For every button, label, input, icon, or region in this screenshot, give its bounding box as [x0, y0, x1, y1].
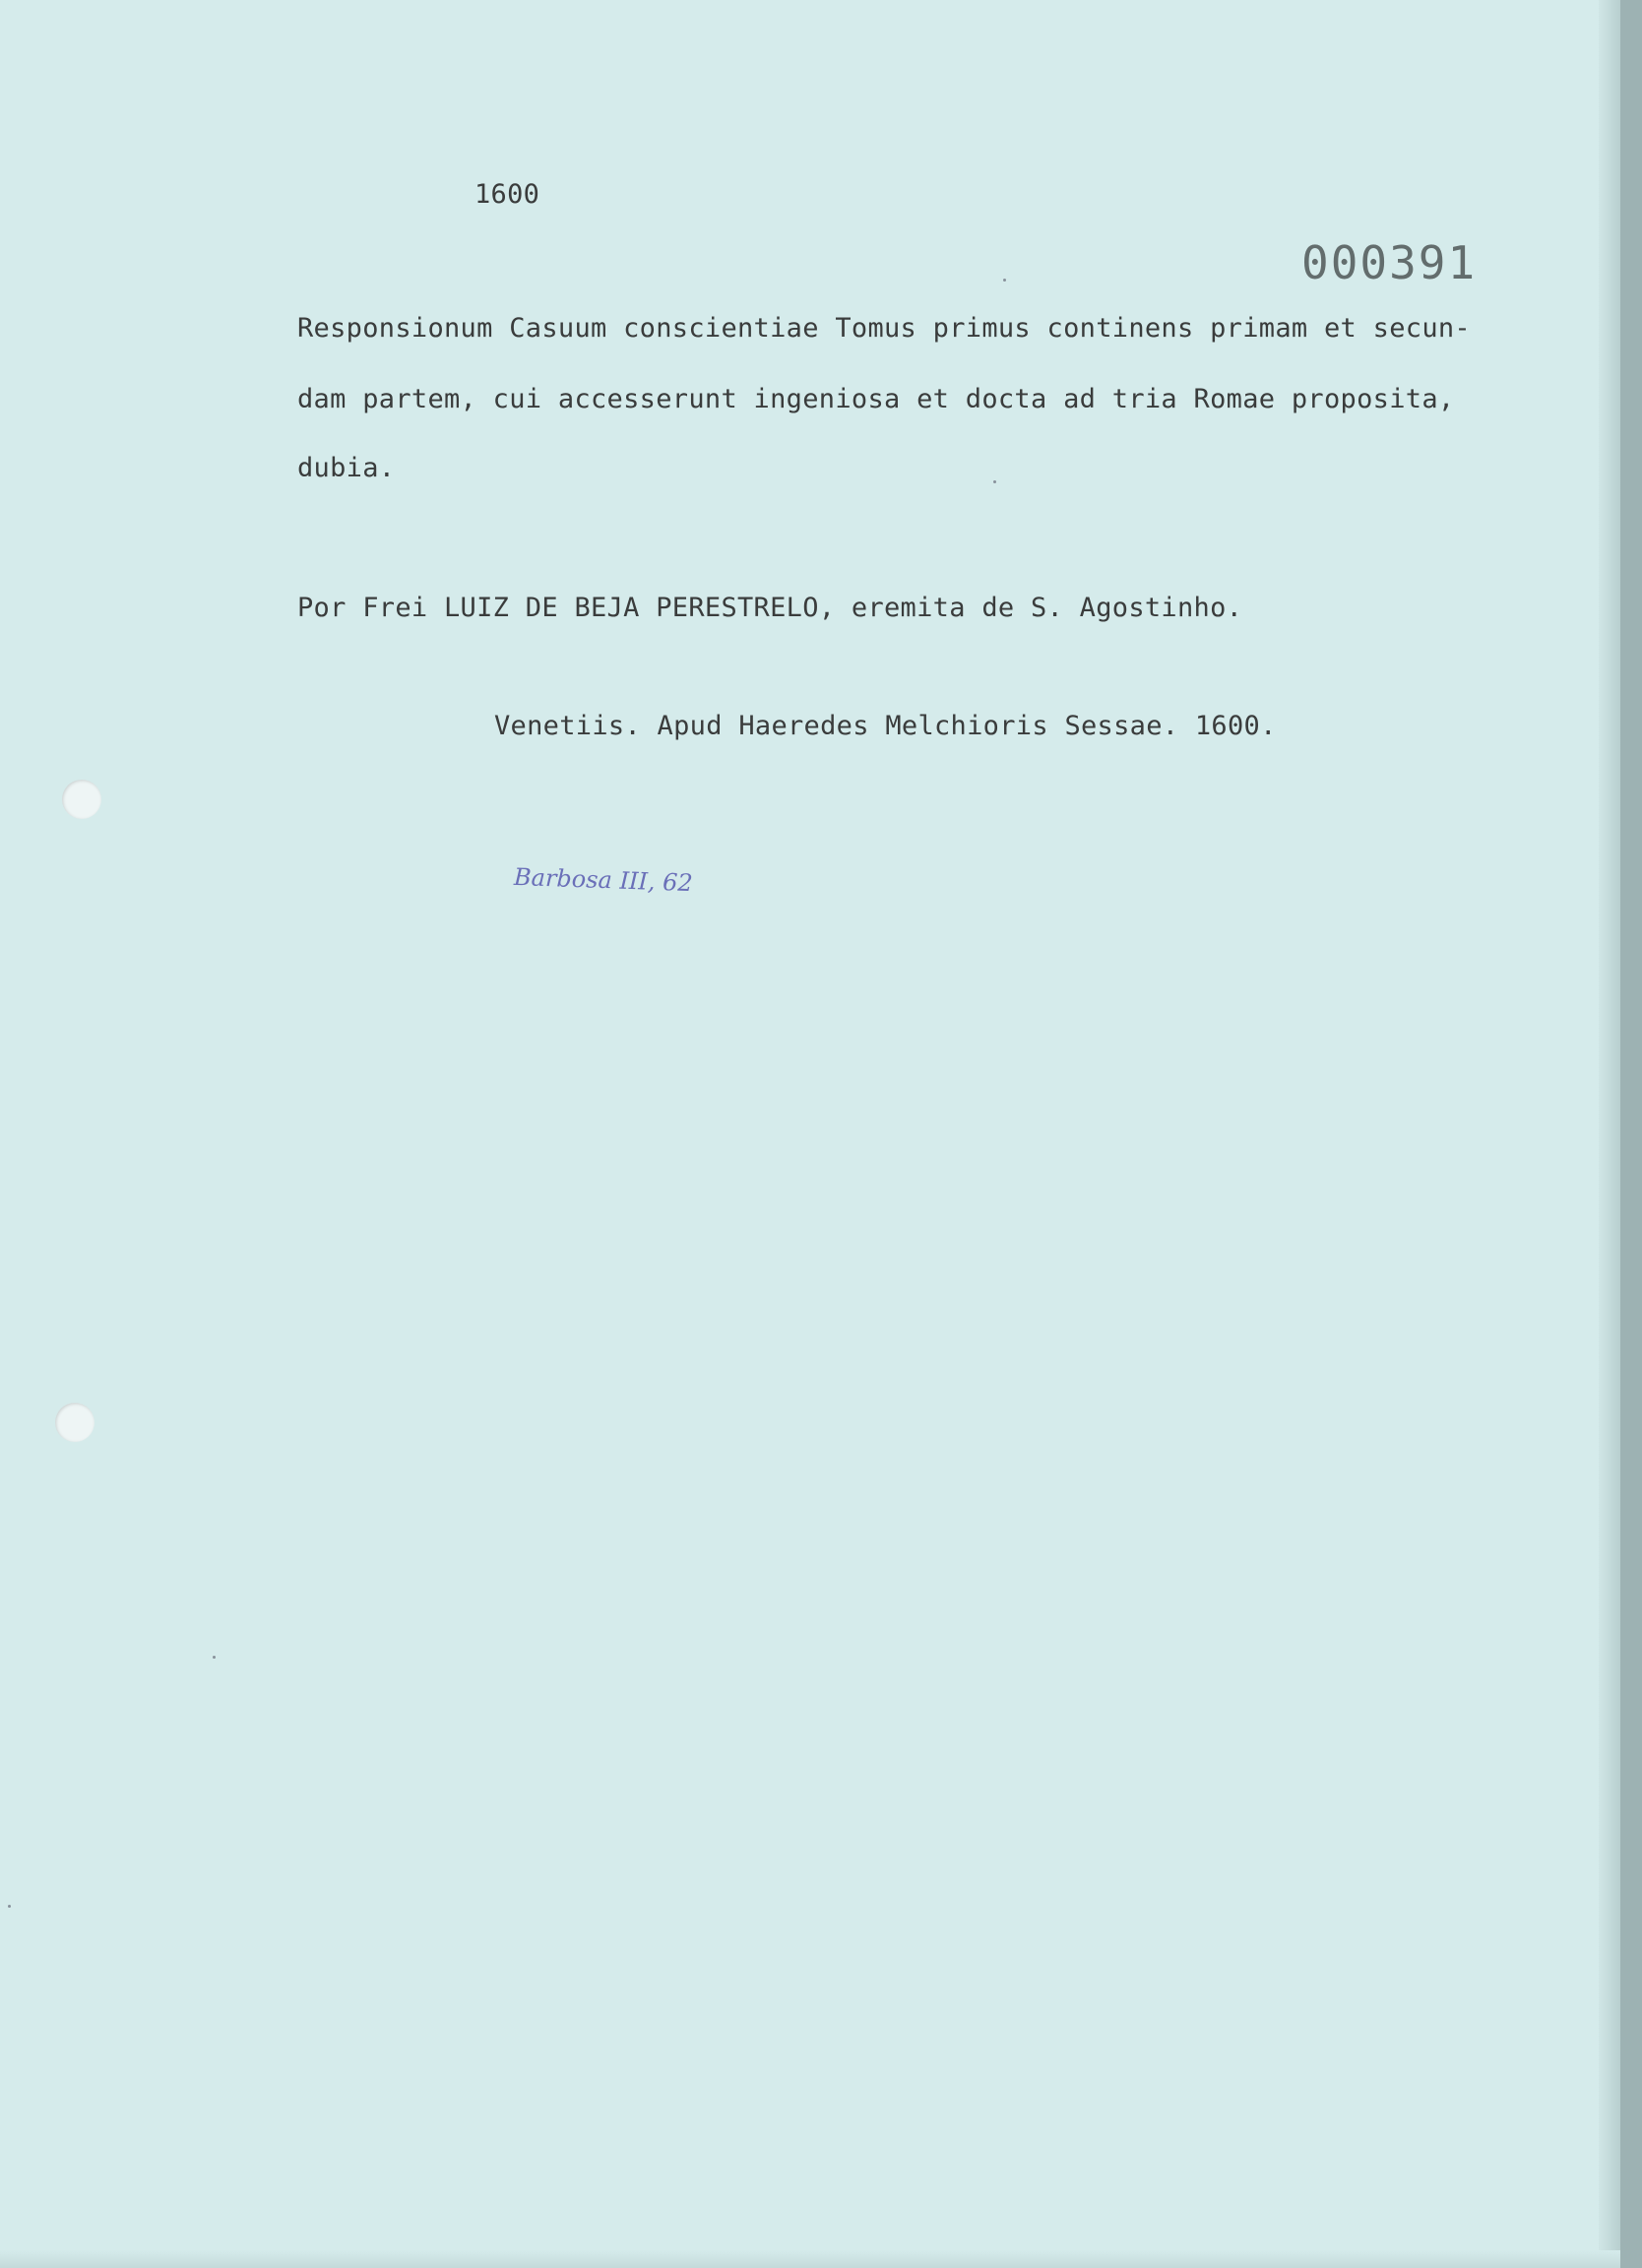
paper-speck: [993, 480, 996, 483]
paper-speck: [1003, 279, 1006, 282]
paper-speck: [213, 1656, 216, 1659]
handwritten-reference: Barbosa III, 62: [513, 862, 694, 898]
punch-hole-bottom: [55, 1403, 95, 1442]
title-line-2: dam partem, cui accesserunt ingeniosa et docta ad tria Romae proposita,: [297, 384, 1455, 414]
year-heading: 1600: [474, 179, 540, 210]
paper-speck: [8, 1905, 11, 1908]
page-edge-shadow: [1599, 0, 1620, 2268]
record-number-stamp: 000391: [1301, 236, 1478, 289]
title-line-3: dubia.: [297, 453, 396, 483]
imprint-line: Venetiis. Apud Haeredes Melchioris Sessae. 1600.: [494, 711, 1277, 741]
title-line-1: Responsionum Casuum conscientiae Tomus primus continens primam et secun-: [297, 313, 1471, 344]
punch-hole-top: [62, 780, 101, 819]
page-bottom-edge: [0, 2250, 1620, 2268]
author-line: Por Frei LUIZ DE BEJA PERESTRELO, eremita de S. Agostinho.: [297, 593, 1243, 623]
